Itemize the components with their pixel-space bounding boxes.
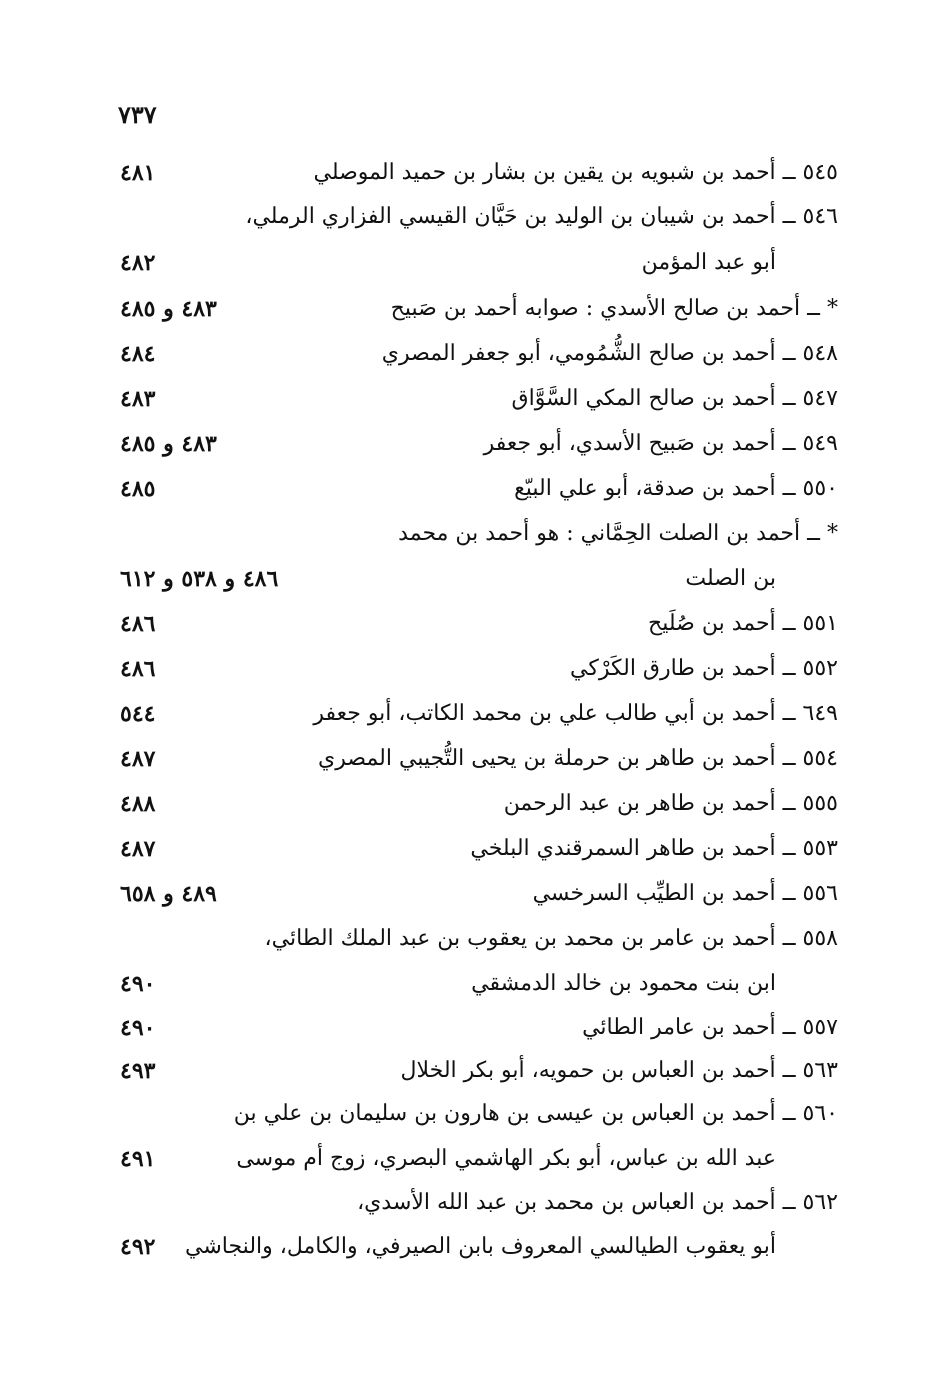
index-entry [0,1058,936,1102]
entry-pages: ٤٨٣ و ٤٨٥ [120,296,217,322]
index-entry [0,1015,936,1059]
entry-text: ٥٥٤ ــ أحمد بن طاهر بن حرملة بن يحيى التُّجيبي المصري [318,746,838,771]
entry-pages: ٤٩٠ [120,971,156,997]
entry-pages: ٤٨٣ و ٤٨٥ [120,431,217,457]
index-entry-continuation [0,971,936,1015]
entry-text: ٥٥٣ ــ أحمد بن طاهر السمرقندي البلخي [470,836,838,861]
entry-pages: ٤٨٢ [120,250,156,276]
index-entry [0,160,936,204]
entry-pages: ٤٨٧ [120,746,156,772]
entry-text: * ــ أحمد بن صالح الأسدي : صوابه أحمد بن صَبيح [390,296,838,321]
entry-pages: ٤٨٦ [120,611,156,637]
entry-text: أبو يعقوب الطيالسي المعروف بابن الصيرفي، والكامل، والنجاشي [185,1234,776,1259]
entry-pages: ٤٩٢ [120,1234,156,1260]
entry-pages: ٤٩٠ [120,1015,156,1041]
entry-text: عبد الله بن عباس، أبو بكر الهاشمي البصري، زوج أم موسى [236,1146,776,1171]
entry-pages: ٤٨٩ و ٦٥٨ [120,881,217,907]
entry-text: ٥٦٣ ــ أحمد بن العباس بن حمويه، أبو بكر الخلال [400,1058,838,1083]
index-entry [0,1101,936,1145]
index-entry [0,746,936,790]
entry-pages: ٤٨٣ [120,386,156,412]
entry-pages: ٤٨٨ [120,791,156,817]
index-entry [0,791,936,835]
entry-text: أبو عبد المؤمن [641,250,776,275]
index-entry [0,431,936,475]
entry-text: ٥٥٥ ــ أحمد بن طاهر بن عبد الرحمن [503,791,838,816]
index-entry [0,701,936,745]
entry-text: ٥٤٨ ــ أحمد بن صالح الشُّمُومي، أبو جعفر المصري [381,341,838,366]
index-entry [0,881,936,925]
entry-text: ٥٦٠ ــ أحمد بن العباس بن عيسى بن هارون بن سليمان بن علي بن [233,1101,838,1126]
entry-pages: ٤٨٤ [120,341,156,367]
index-entry [0,1190,936,1234]
entry-pages: ٤٨٧ [120,836,156,862]
entry-text: ٥٥٦ ــ أحمد بن الطيِّب السرخسي [532,881,838,906]
entry-pages: ٤٨٥ [120,476,156,502]
index-entry [0,926,936,970]
index-entry-continuation [0,250,936,294]
entry-text: * ــ أحمد بن الصلت الحِمَّاني : هو أحمد بن محمد [398,521,838,546]
index-entry [0,836,936,880]
entry-pages: ٤٩٣ [120,1058,156,1084]
entry-text: ٥٥٠ ــ أحمد بن صدقة، أبو علي البيّع [514,476,838,501]
index-entry [0,611,936,655]
index-entry [0,386,936,430]
entry-text: ٥٥١ ــ أحمد بن صُلَيح [648,611,838,636]
entry-text: ٥٥٨ ــ أحمد بن عامر بن محمد بن يعقوب بن عبد الملك الطائي، [264,926,838,951]
entry-text: ابن بنت محمود بن خالد الدمشقي [471,971,776,996]
entry-text: ٥٤٧ ــ أحمد بن صالح المكي السَّوَّاق [511,386,838,411]
entry-text: ٥٤٦ ــ أحمد بن شيبان بن الوليد بن حَيَّان القيسي الفزاري الرملي، [245,204,838,229]
entry-pages: ٤٨٦ و ٥٣٨ و ٦١٢ [120,566,279,592]
entry-text: بن الصلت [685,566,776,591]
entry-pages: ٤٨١ [120,160,156,186]
index-entry-continuation [0,1146,936,1190]
index-entry [0,341,936,385]
entry-text: ٥٥٧ ــ أحمد بن عامر الطائي [582,1015,838,1040]
index-entry [0,656,936,700]
index-entry [0,204,936,248]
index-entry-continuation [0,1234,936,1278]
entry-pages: ٤٩١ [120,1146,156,1172]
page-number: ٧٣٧ [118,100,157,129]
index-entry [0,296,936,340]
entry-text: ٥٤٩ ــ أحمد بن صَبيح الأسدي، أبو جعفر [483,431,838,456]
entry-pages: ٤٨٦ [120,656,156,682]
entry-text: ٥٤٥ ــ أحمد بن شبويه بن يقين بن بشار بن حميد الموصلي [313,160,838,185]
index-entry [0,521,936,565]
entry-text: ٦٤٩ ــ أحمد بن أبي طالب علي بن محمد الكاتب، أبو جعفر [313,701,838,726]
index-entry-continuation [0,566,936,610]
entry-text: ٥٦٢ ــ أحمد بن العباس بن محمد بن عبد الله الأسدي، [357,1190,838,1215]
entry-text: ٥٥٢ ــ أحمد بن طارق الكَرْكي [570,656,838,681]
index-entry [0,476,936,520]
entry-pages: ٥٤٤ [120,701,156,727]
